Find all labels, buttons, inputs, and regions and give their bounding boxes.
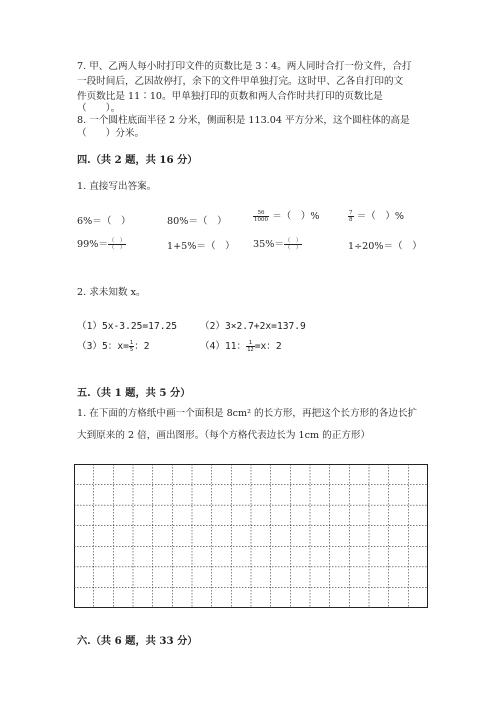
- q8-line-1: 8. 一个圆柱底面半径 2 分米，侧面积是 113.04 平方分米，这个圆柱体的高是: [77, 115, 410, 126]
- q7-line-2: 一段时间后，乙因故停打，余下的文件甲单独打完。这时甲、乙各自打印的文: [77, 76, 404, 87]
- calc-r2-c1: 99%＝ $\frac{( )}{( )}$: [77, 238, 126, 251]
- calc-r1-c4: $\frac{7}{8}$ ＝（ ）%: [349, 210, 405, 223]
- equation-1: （1）5x-3.25=17.25: [77, 321, 178, 332]
- fraction: $\frac{( )}{( )}$: [284, 238, 302, 251]
- equation-2: （2）3×2.7+2x=137.9: [200, 321, 306, 332]
- calc-r2-c4: 1÷20%＝（ ）: [348, 241, 422, 252]
- calc-r2-c2: 1+5%＝（ ）: [167, 241, 235, 252]
- q8-line-2: （ ）分米。: [77, 128, 145, 139]
- section-4-title: 四.（共 2 题，共 16 分）: [77, 154, 198, 166]
- q7-line-3: 件页数比是 11∶10。甲单独打印的页数和两人合作时共打印的页数比是: [77, 91, 383, 102]
- calc-r1-c3: $\frac{56}{1000}$ ＝（ ）%: [254, 210, 320, 223]
- section-4-q2-title: 2. 求未知数 x。: [77, 287, 146, 298]
- calc-r2-c3: 35%＝ $\frac{( )}{( )}$: [253, 238, 302, 251]
- fraction: $\frac{7}{8}$: [349, 210, 353, 223]
- calc-r1-c2: 80%＝（ ）: [167, 216, 227, 227]
- grid-paper[interactable]: [74, 464, 428, 608]
- calc-r1-c1: 6%＝（ ）: [77, 216, 131, 227]
- section-5-q1-line-1: 1. 在下面的方格纸中画一个面积是 8cm² 的长方形，再把这个长方形的各边长扩: [77, 408, 418, 419]
- section-6-title: 六.（共 6 题，共 33 分）: [77, 635, 198, 647]
- fraction: $\frac{1}{12}$: [247, 339, 254, 353]
- section-4-q1-title: 1. 直接写出答案。: [77, 181, 157, 192]
- fraction: $\frac{1}{5}$: [129, 339, 134, 353]
- equation-3: （3）5：x= $\frac{1}{5}$ ：2: [77, 339, 150, 353]
- fraction: $\frac{56}{1000}$: [254, 210, 268, 223]
- q7-line-1: 7. 甲、乙两人每小时打印文件的页数比是 3∶4。两人同时合打一份文件，合打: [77, 61, 412, 72]
- fraction: $\frac{( )}{( )}$: [108, 238, 126, 251]
- section-5-title: 五.（共 1 题，共 5 分）: [77, 387, 191, 399]
- q7-line-4: （ ）。: [77, 103, 121, 114]
- equation-4: （4）11： $\frac{1}{12}$ =x：2: [200, 339, 282, 353]
- section-5-q1-line-2: 大到原来的 2 倍，画出图形。（每个方格代表边长为 1cm 的正方形）: [77, 430, 371, 441]
